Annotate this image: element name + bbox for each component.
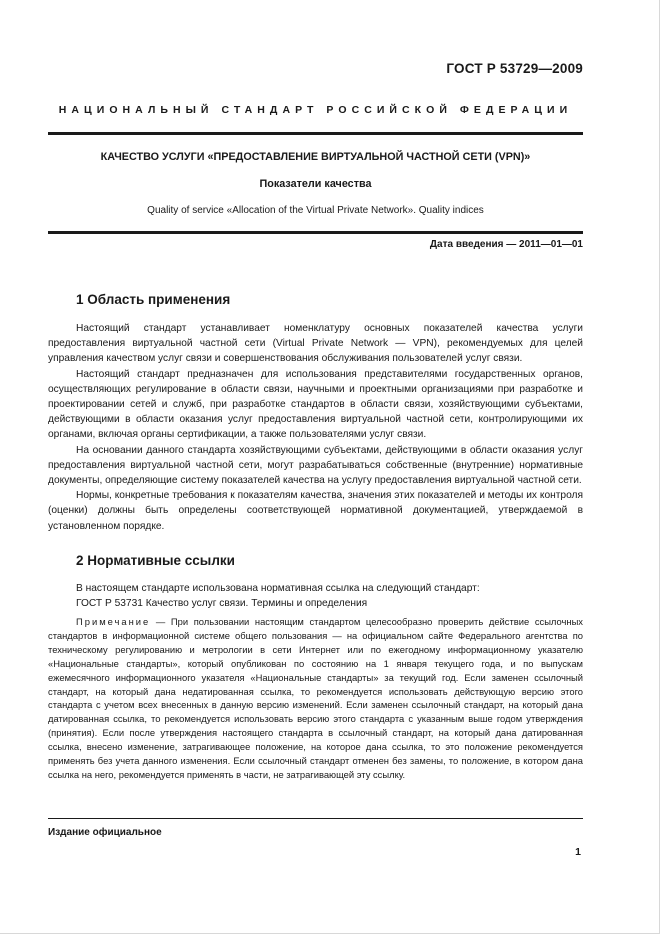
paragraph: Нормы, конкретные требования к показателям качества, значения этих показателей и методы их контроля (оценки) должны быть определены соответствующей нормативной документацией, утверждаемой в установленном порядке. xyxy=(48,490,583,532)
national-standard-heading: НАЦИОНАЛЬНЫЙ СТАНДАРТ РОССИЙСКОЙ ФЕДЕРАЦИИ xyxy=(58,104,573,116)
document-number: ГОСТ Р 53729—2009 xyxy=(446,61,583,76)
paragraph: Настоящий стандарт предназначен для использования представителями государственных органов, осуществляющих регулирование в области связи, научными и проектными организациями при разработке и проектировании сетей и служб, при разработке стандартов в области связи, хозяйствующими субъектами, действующими в области оказания услуг предоставления виртуальной частной сети, контролирующими их органами, включая органы сертификации, а также пользователями услуг связи. xyxy=(48,368,583,441)
note-paragraph xyxy=(48,615,583,782)
section-heading-scope: 1 Область применения xyxy=(76,292,231,307)
paragraph: В настоящем стандарте использована нормативная ссылка на следующий стандарт: xyxy=(76,583,480,594)
title-divider xyxy=(48,231,583,234)
header-divider xyxy=(48,132,583,135)
document-subtitle: Показатели качества xyxy=(259,178,372,190)
section-body-scope xyxy=(48,321,583,534)
introduction-date: Дата введения — 2011—01—01 xyxy=(429,239,583,250)
section-heading-references: 2 Нормативные ссылки xyxy=(76,553,235,568)
paragraph: Настоящий стандарт устанавливает номенклатуру основных показателей качества услуги предоставления виртуальной частной сети (Virtual Private Network — VPN), рекомендуемых для целей управления качеством услуг связи и совершенствования обслуживания пользователей услуг связи. xyxy=(48,323,583,365)
paragraph: На основании данного стандарта хозяйствующими субъектами, действующими в области оказания услуг предоставления виртуальной частной сети, могут разрабатываться собственные (внутренние) нормативные документы, определяющие систему показателей качества на услугу предоставления виртуальной частной сети. xyxy=(48,444,583,487)
footer-divider xyxy=(48,818,583,819)
document-title: КАЧЕСТВО УСЛУГИ «ПРЕДОСТАВЛЕНИЕ ВИРТУАЛЬНОЙ ЧАСТНОЙ СЕТИ (VPN)» xyxy=(100,151,531,163)
reference-entry: ГОСТ Р 53731 Качество услуг связи. Термины и определения xyxy=(76,598,368,610)
section-body-references xyxy=(48,581,583,611)
note-text: — При пользовании настоящим стандартом целесообразно проверить действие ссылочных стандартов в информационной системе общего пользования — на официальном сайте Федерального агентства по техническому регулированию и метрологии в сети Интернет или по ежегодному информационному указателю «Национальные стандарты», который опубликован по состоянию на 1 января текущего года, и по выпускам ежемесячного информационного указателя «Национальные стандарты» за текущий год. Если заменен ссылочный стандарт, на который дана недатированная ссылка, то рекомендуется использовать действующую версию этого стандарта с учетом всех внесенных в данную версию изменений. Если заменен ссылочный стандарт, на который дана датированная ссылка, то рекомендуется использовать версию этого стандарта с указанным выше годом утверждения (принятия). Если после утверждения настоящего стандарта в ссылочный стандарт, на который дана датированная ссылка, внесено изменение, затрагивающее положение, на которое дана ссылка, то это положение рекомендуется применять без учета данного изменения. Если ссылочный стандарт отменен без замены, то положение, в котором дана ссылка на него, рекомендуется применять в части, не затрагивающей эту ссылку. xyxy=(48,616,583,780)
note xyxy=(48,615,583,782)
english-title: Quality of service «Allocation of the Virtual Private Network». Quality indices xyxy=(147,205,484,216)
page-number: 1 xyxy=(575,846,581,858)
note-label: Примечание xyxy=(76,616,151,627)
edition-label: Издание официальное xyxy=(48,827,162,838)
